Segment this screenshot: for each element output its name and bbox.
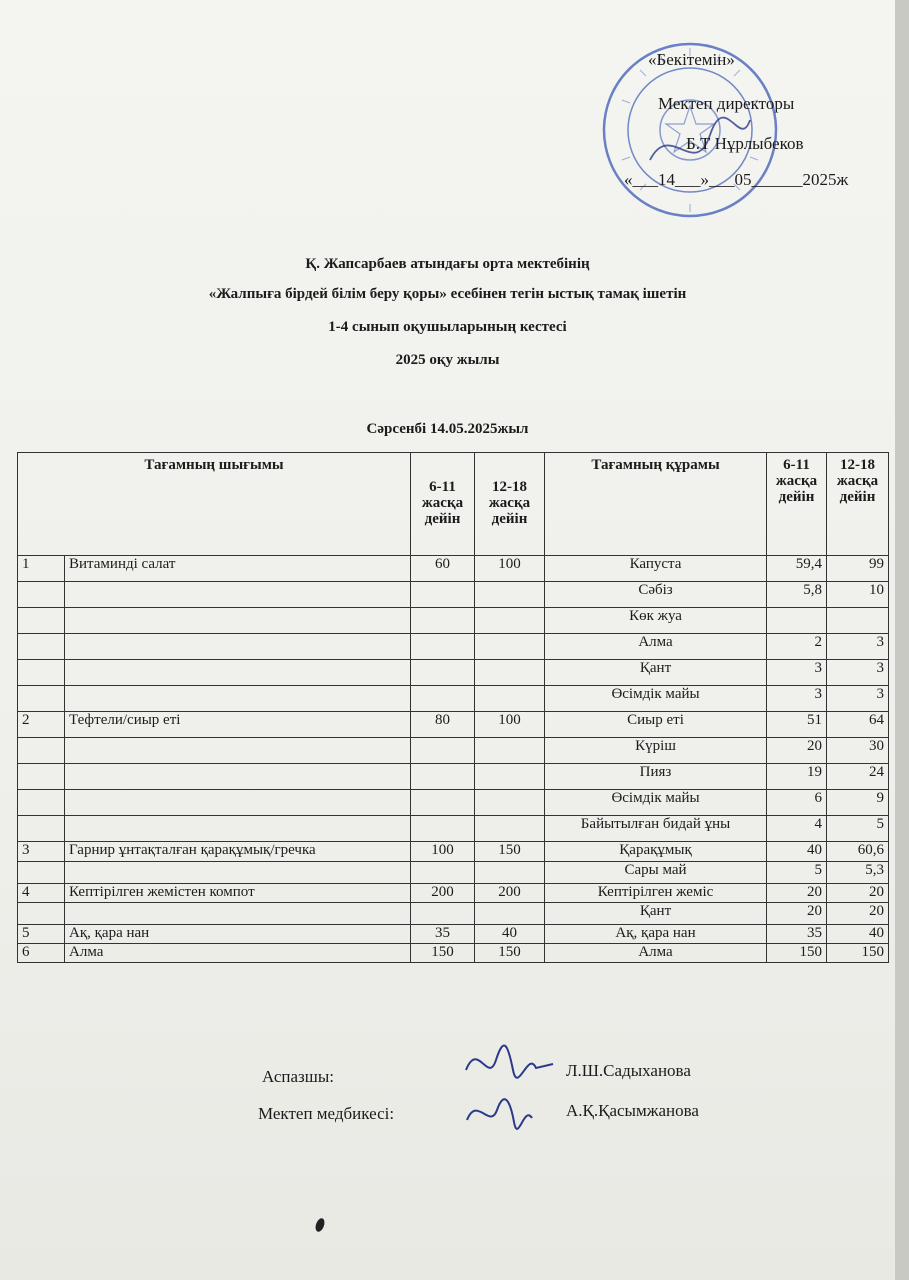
ingredient-12-18: 40 <box>827 925 889 944</box>
row-number <box>18 582 65 608</box>
yield-6-11: 60 <box>411 556 475 582</box>
row-number <box>18 862 65 884</box>
yield-12-18 <box>475 764 545 790</box>
cook-name: Л.Ш.Садыханова <box>566 1061 691 1080</box>
row-number <box>18 738 65 764</box>
ingredient-name: Сиыр еті <box>545 712 767 738</box>
ingredient-6-11: 20 <box>767 903 827 925</box>
ingredient-6-11: 2 <box>767 634 827 660</box>
header-age-6-11: 6-11 жасқа дейін <box>411 453 475 556</box>
ingredient-6-11: 20 <box>767 884 827 903</box>
table-row <box>18 764 889 790</box>
ingredient-12-18: 3 <box>827 634 889 660</box>
table-row <box>18 634 889 660</box>
ingredient-12-18: 20 <box>827 903 889 925</box>
yield-12-18 <box>475 608 545 634</box>
ingredient-12-18: 60,6 <box>827 842 889 862</box>
ingredient-6-11: 20 <box>767 738 827 764</box>
approval-title: «Бекітемін» <box>648 50 735 69</box>
ink-spot <box>314 1217 326 1233</box>
dish-name <box>65 686 411 712</box>
ingredient-12-18: 64 <box>827 712 889 738</box>
table-row <box>18 925 889 944</box>
row-number: 6 <box>18 944 65 963</box>
yield-12-18: 40 <box>475 925 545 944</box>
dish-name <box>65 738 411 764</box>
ingredient-6-11: 35 <box>767 925 827 944</box>
yield-6-11 <box>411 634 475 660</box>
row-number <box>18 816 65 842</box>
ingredient-name: Күріш <box>545 738 767 764</box>
dish-name <box>65 764 411 790</box>
ingredient-6-11: 51 <box>767 712 827 738</box>
table-row <box>18 862 889 884</box>
ingredient-6-11: 40 <box>767 842 827 862</box>
table-row <box>18 712 889 738</box>
row-number: 3 <box>18 842 65 862</box>
menu-table <box>17 452 889 963</box>
yield-6-11 <box>411 660 475 686</box>
dish-name <box>65 582 411 608</box>
row-number: 1 <box>18 556 65 582</box>
yield-12-18 <box>475 816 545 842</box>
ingredient-name: Пияз <box>545 764 767 790</box>
ingredient-12-18: 10 <box>827 582 889 608</box>
row-number: 2 <box>18 712 65 738</box>
ingredient-12-18: 3 <box>827 660 889 686</box>
ingredient-12-18 <box>827 608 889 634</box>
table-row <box>18 790 889 816</box>
header-line-3: 1-4 сынып оқушыларының кестесі <box>328 319 567 335</box>
dish-name: Витаминді салат <box>65 556 411 582</box>
header-line-2: «Жалпыға бірдей білім беру қоры» есебінен тегін ыстық тамақ ішетін <box>208 286 687 302</box>
table-row <box>18 608 889 634</box>
ingredient-name: Ақ, қара нан <box>545 925 767 944</box>
table-row <box>18 903 889 925</box>
ingredient-6-11: 19 <box>767 764 827 790</box>
ingredient-6-11 <box>767 608 827 634</box>
yield-6-11 <box>411 582 475 608</box>
ingredient-12-18: 24 <box>827 764 889 790</box>
header-comp-12-18: 12-18 жасқа дейін <box>827 453 889 556</box>
yield-6-11 <box>411 738 475 764</box>
dish-name <box>65 816 411 842</box>
approval-position: Мектеп директоры <box>658 94 795 113</box>
yield-6-11: 80 <box>411 712 475 738</box>
ingredient-name: Көк жуа <box>545 608 767 634</box>
ingredient-name: Өсімдік майы <box>545 790 767 816</box>
row-number <box>18 903 65 925</box>
ingredient-12-18: 3 <box>827 686 889 712</box>
yield-6-11 <box>411 790 475 816</box>
row-number: 5 <box>18 925 65 944</box>
yield-12-18 <box>475 634 545 660</box>
yield-12-18: 100 <box>475 712 545 738</box>
ingredient-name: Сары май <box>545 862 767 884</box>
yield-6-11: 200 <box>411 884 475 903</box>
dish-name: Алма <box>65 944 411 963</box>
ingredient-6-11: 3 <box>767 660 827 686</box>
header-comp-6-11: 6-11 жасқа дейін <box>767 453 827 556</box>
dish-name <box>65 660 411 686</box>
yield-12-18 <box>475 686 545 712</box>
ingredient-6-11: 59,4 <box>767 556 827 582</box>
ingredient-name: Байытылған бидай ұны <box>545 816 767 842</box>
yield-12-18: 150 <box>475 944 545 963</box>
cook-signature <box>458 1040 558 1090</box>
header-line-1: Қ. Жапсарбаев атындағы орта мектебінің <box>305 256 590 272</box>
ingredient-name: Алма <box>545 634 767 660</box>
ingredient-name: Қарақұмық <box>545 842 767 862</box>
ingredient-name: Алма <box>545 944 767 963</box>
dish-name <box>65 903 411 925</box>
yield-12-18: 200 <box>475 884 545 903</box>
ingredient-12-18: 150 <box>827 944 889 963</box>
table-header-row <box>18 453 889 556</box>
ingredient-name: Сәбіз <box>545 582 767 608</box>
row-number: 4 <box>18 884 65 903</box>
ingredient-name: Қант <box>545 660 767 686</box>
approval-date: «___14___»___05______2025ж <box>624 170 849 189</box>
ingredient-6-11: 5,8 <box>767 582 827 608</box>
yield-12-18 <box>475 582 545 608</box>
row-number <box>18 660 65 686</box>
ingredient-12-18: 20 <box>827 884 889 903</box>
header-dish-yield: Тағамның шығымы <box>18 453 411 556</box>
ingredient-12-18: 5,3 <box>827 862 889 884</box>
yield-12-18: 100 <box>475 556 545 582</box>
yield-6-11 <box>411 816 475 842</box>
header-age-12-18: 12-18 жасқа дейін <box>475 453 545 556</box>
table-row <box>18 738 889 764</box>
row-number <box>18 608 65 634</box>
ingredient-name: Капуста <box>545 556 767 582</box>
yield-6-11 <box>411 608 475 634</box>
yield-12-18 <box>475 903 545 925</box>
menu-date: Сәрсенбі 14.05.2025жыл <box>366 421 529 437</box>
nurse-name: А.Қ.Қасымжанова <box>566 1101 699 1120</box>
ingredient-name: Кептірілген жеміс <box>545 884 767 903</box>
dish-name <box>65 608 411 634</box>
header-composition: Тағамның құрамы <box>545 453 767 556</box>
ingredient-12-18: 9 <box>827 790 889 816</box>
yield-6-11: 35 <box>411 925 475 944</box>
dish-name <box>65 862 411 884</box>
table-row <box>18 582 889 608</box>
yield-6-11 <box>411 903 475 925</box>
ingredient-name: Қант <box>545 903 767 925</box>
yield-12-18 <box>475 738 545 764</box>
table-row <box>18 660 889 686</box>
yield-6-11: 150 <box>411 944 475 963</box>
nurse-signature <box>462 1090 542 1135</box>
yield-12-18: 150 <box>475 842 545 862</box>
dish-name: Кептірілген жемістен компот <box>65 884 411 903</box>
ingredient-6-11: 4 <box>767 816 827 842</box>
yield-6-11 <box>411 862 475 884</box>
row-number <box>18 686 65 712</box>
approval-director-name: Б.Т Нұрлыбеков <box>686 134 804 153</box>
dish-name <box>65 634 411 660</box>
ingredient-6-11: 6 <box>767 790 827 816</box>
header-line-4: 2025 оқу жылы <box>395 352 500 368</box>
dish-name: Тефтели/сиыр еті <box>65 712 411 738</box>
yield-12-18 <box>475 660 545 686</box>
row-number <box>18 764 65 790</box>
ingredient-6-11: 5 <box>767 862 827 884</box>
yield-6-11 <box>411 764 475 790</box>
ingredient-name: Өсімдік майы <box>545 686 767 712</box>
yield-12-18 <box>475 790 545 816</box>
ingredient-6-11: 3 <box>767 686 827 712</box>
table-row <box>18 816 889 842</box>
dish-name: Ақ, қара нан <box>65 925 411 944</box>
nurse-label: Мектеп медбикесі: <box>258 1104 395 1123</box>
row-number <box>18 634 65 660</box>
dish-name: Гарнир ұнтақталған қарақұмық/гречка <box>65 842 411 862</box>
row-number <box>18 790 65 816</box>
table-row <box>18 944 889 963</box>
table-row <box>18 556 889 582</box>
ingredient-12-18: 30 <box>827 738 889 764</box>
table-row <box>18 686 889 712</box>
table-row <box>18 842 889 862</box>
table-row <box>18 884 889 903</box>
cook-label: Аспазшы: <box>262 1067 334 1086</box>
ingredient-6-11: 150 <box>767 944 827 963</box>
ingredient-12-18: 99 <box>827 556 889 582</box>
yield-12-18 <box>475 862 545 884</box>
dish-name <box>65 790 411 816</box>
ingredient-12-18: 5 <box>827 816 889 842</box>
yield-6-11: 100 <box>411 842 475 862</box>
yield-6-11 <box>411 686 475 712</box>
